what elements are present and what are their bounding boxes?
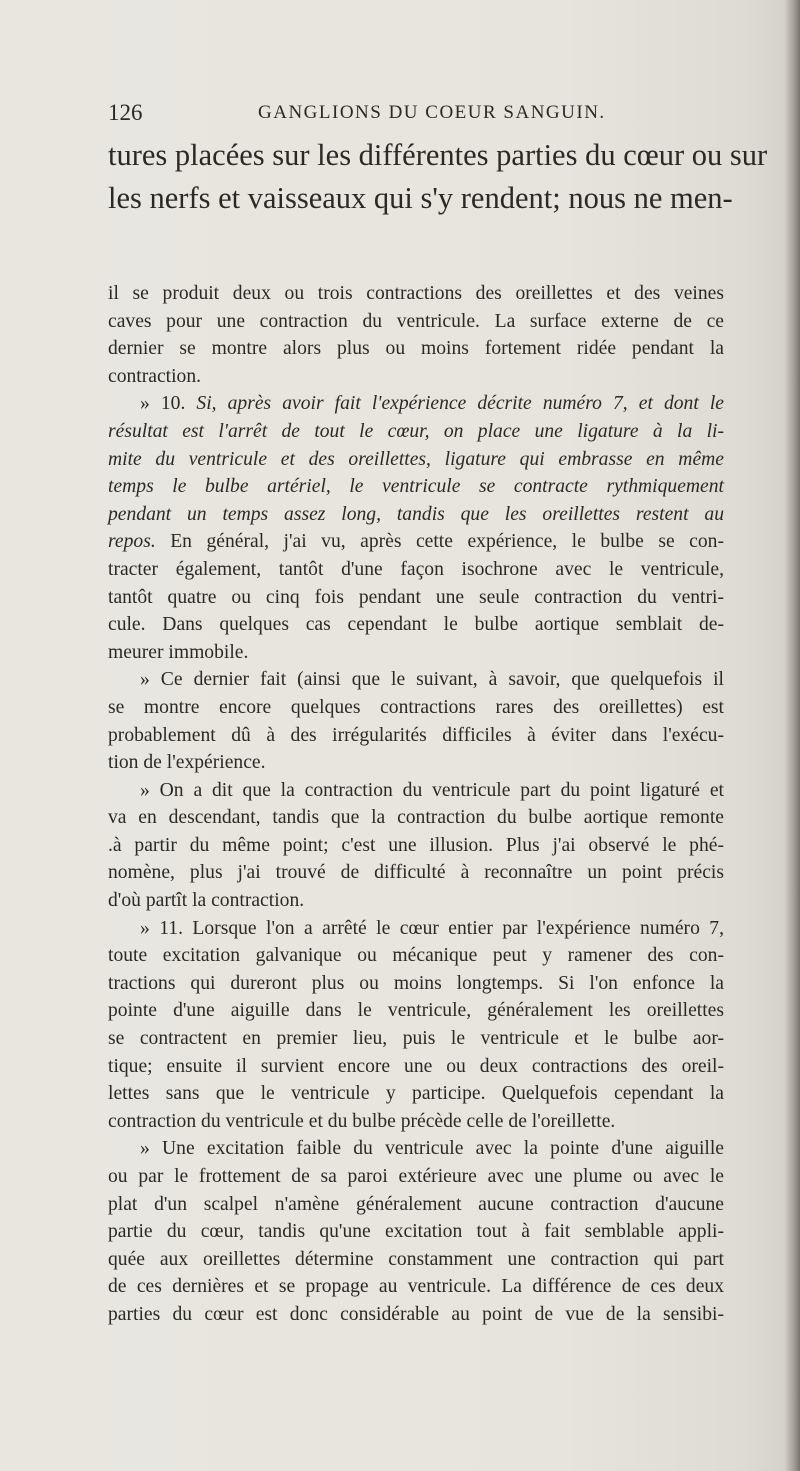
text-line: nomène, plus j'ai trouvé de difficulté à reconnaître un point précis [108, 862, 724, 884]
italic-line: pendant un temps assez long, tandis que les oreillettes restent au [108, 503, 724, 525]
paragraph-2 [108, 390, 724, 666]
text-line: probablement dû à des irrégularités difficiles à éviter dans l'exécu- [108, 724, 724, 746]
text-line: plat d'un scalpel n'amène généralement aucune contraction d'aucune [108, 1193, 724, 1215]
paragraph-6 [108, 1135, 724, 1328]
section-number: » 10. [140, 393, 186, 415]
italic-line: temps le bulbe artériel, le ventricule se contracte rythmiquement [108, 476, 724, 498]
text-line: de ces dernières et se propage au ventricule. La différence de ces deux [108, 1276, 724, 1298]
text-line: cule. Dans quelques cas cependant le bulbe aortique semblait de- [108, 614, 724, 636]
paragraph-4 [108, 777, 724, 915]
text-line: caves pour une contraction du ventricule. La surface externe de ce [108, 310, 724, 332]
paragraph-1 [108, 280, 724, 390]
body-text [108, 280, 724, 1329]
large-type-passage [108, 134, 768, 220]
paragraph-3 [108, 666, 724, 776]
italic-text: repos. [108, 531, 156, 553]
text-line: tractions qui dureront plus ou moins longtemps. Si l'on enfonce la [108, 972, 724, 994]
text-line: » Une excitation faible du ventricule avec la pointe d'une aiguille [140, 1138, 724, 1160]
italic-line: résultat est l'arrêt de tout le cœur, on place une ligature à la li- [108, 420, 724, 442]
text-line: quée aux oreillettes détermine constamment une contraction qui part [108, 1248, 724, 1270]
text-line: partie du cœur, tandis qu'une excitation tout à fait semblable appli- [108, 1221, 724, 1243]
italic-text: Si, après avoir fait l'expérience décrite numéro 7, et dont le [196, 393, 724, 415]
text-line: » On a dit que la contraction du ventricule part du point ligaturé et [140, 779, 724, 801]
text-line: tracter également, tantôt d'une façon isochrone avec le ventricule, [108, 558, 724, 580]
text-line: contraction du ventricule et du bulbe précède celle de l'oreillette. [108, 1110, 616, 1132]
large-line: les nerfs et vaisseaux qui s'y rendent; nous ne men- [108, 181, 733, 215]
text-line: meurer immobile. [108, 641, 249, 663]
running-head: GANGLIONS DU COEUR SANGUIN. [258, 102, 606, 123]
roman-text: En général, j'ai vu, après cette expérience, le bulbe se con- [170, 531, 724, 553]
text-line: » 11. Lorsque l'on a arrêté le cœur entier par l'expérience numéro 7, [140, 917, 724, 939]
page-header [108, 100, 688, 130]
text-line: va en descendant, tandis que la contraction du bulbe aortique remonte [108, 807, 724, 829]
large-line: tures placées sur les différentes parties du cœur ou sur [108, 138, 768, 172]
text-line: il se produit deux ou trois contractions des oreillettes et des veines [108, 283, 724, 304]
text-line: .à partir du même point; c'est une illusion. Plus j'ai observé le phé- [108, 834, 724, 856]
text-line: » Ce dernier fait (ainsi que le suivant, à savoir, que quelquefois il [140, 669, 724, 691]
text-line: se montre encore quelques contractions rares des oreillettes) est [108, 696, 724, 718]
text-line: ou par le frottement de sa paroi extérieure avec une plume ou avec le [108, 1166, 724, 1187]
text-line: toute excitation galvanique ou mécanique peut y ramener des con- [108, 945, 724, 967]
text-line: se contractent en premier lieu, puis le ventricule et le bulbe aor- [108, 1028, 724, 1050]
text-line: lettes sans que le ventricule y participe. Quelquefois cependant la [108, 1083, 724, 1105]
text-line: d'où partît la contraction. [108, 890, 305, 912]
text-line [108, 528, 724, 556]
italic-line: mite du ventricule et des oreillettes, ligature qui embrasse en même [108, 448, 724, 470]
text-line [108, 390, 724, 418]
text-line: contraction. [108, 365, 202, 387]
text-line: tion de l'expérience. [108, 752, 266, 774]
text-line: parties du cœur est donc considérable au point de vue de la sensibi- [108, 1303, 724, 1325]
text-line: pointe d'une aiguille dans le ventricule, généralement les oreillettes [108, 1000, 724, 1022]
text-line: dernier se montre alors plus ou moins fortement ridée pendant la [108, 338, 724, 360]
page-edge-shadow [784, 0, 800, 1471]
paragraph-5 [108, 915, 724, 1136]
text-line: tique; ensuite il survient encore une ou deux contractions des oreil- [108, 1055, 724, 1077]
page-number: 126 [108, 100, 143, 125]
text-line: tantôt quatre ou cinq fois pendant une seule contraction du ventri- [108, 586, 724, 608]
